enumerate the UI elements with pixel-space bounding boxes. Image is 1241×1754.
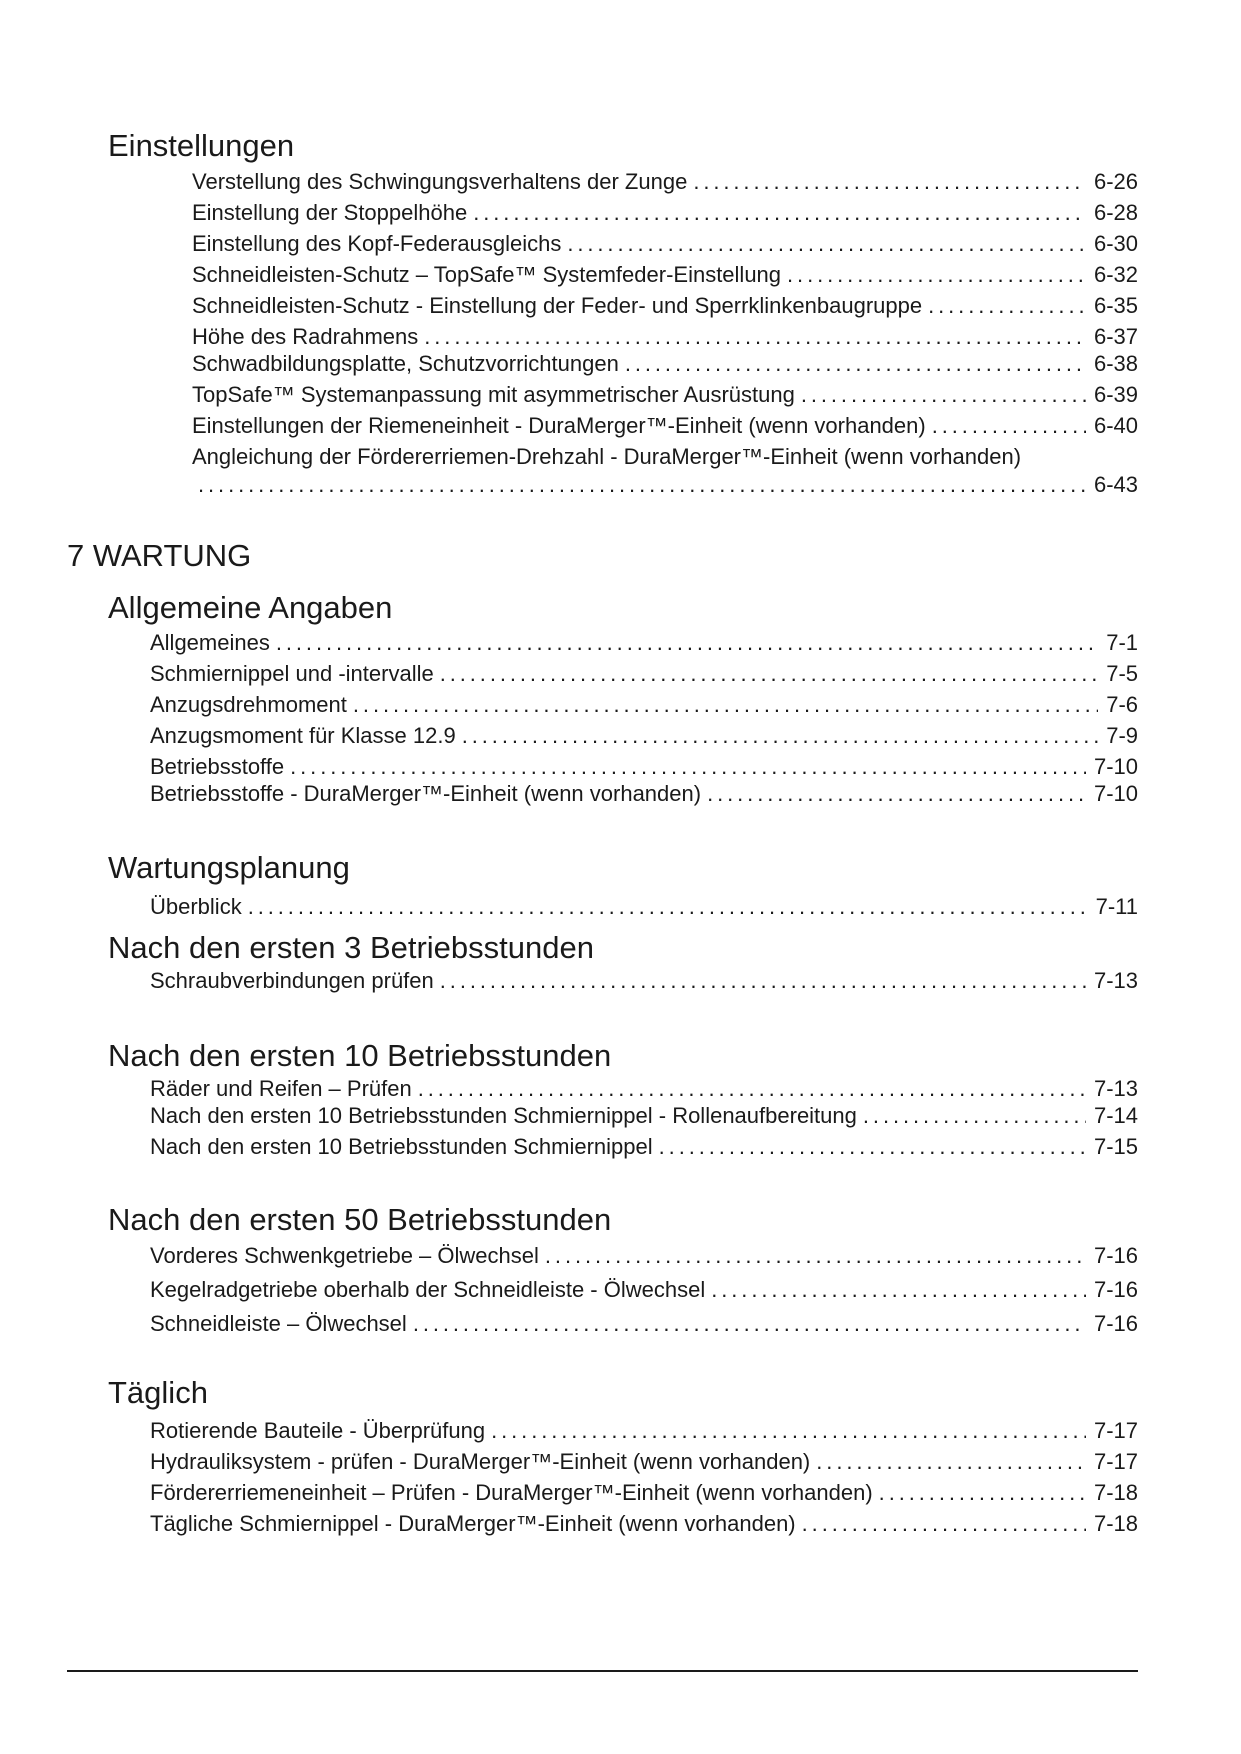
toc-entry-page: 7-16 xyxy=(1093,1311,1138,1336)
toc-entry-page: 7-17 xyxy=(1093,1418,1138,1443)
toc-entry[interactable] xyxy=(192,324,1138,350)
toc-entry[interactable] xyxy=(150,1277,1138,1303)
toc-entry-page: 7-9 xyxy=(1106,723,1138,748)
toc-entry-title: Verstellung des Schwingungsverhaltens der Zunge xyxy=(192,169,688,194)
dot-leader xyxy=(418,1076,1086,1102)
toc-entry-title: Betriebsstoffe - DuraMerger™-Einheit (wenn vorhanden) xyxy=(150,781,702,806)
dot-leader xyxy=(659,1134,1086,1160)
toc-entry-title: Anzugsdrehmoment xyxy=(150,692,347,717)
dot-leader xyxy=(863,1103,1086,1129)
toc-entry-page: 7-13 xyxy=(1093,1076,1138,1101)
chapter-title: 7 WARTUNG xyxy=(67,538,252,573)
dot-leader xyxy=(276,630,1098,656)
section-heading-nach-10-stunden: Nach den ersten 10 Betriebsstunden xyxy=(108,1038,612,1073)
dot-leader xyxy=(928,293,1086,319)
toc-entry[interactable] xyxy=(150,723,1138,749)
toc-entry-title: Überblick xyxy=(150,894,242,919)
toc-entry-page: 6-40 xyxy=(1093,413,1138,438)
dot-leader xyxy=(932,413,1086,439)
toc-entry-page: 7-16 xyxy=(1093,1277,1138,1302)
toc-entry-title: Schneidleiste – Ölwechsel xyxy=(150,1311,407,1336)
toc-entry[interactable] xyxy=(150,1134,1138,1160)
toc-entry-title: Kegelradgetriebe oberhalb der Schneidleiste - Ölwechsel xyxy=(150,1277,706,1302)
toc-entry-page: 7-18 xyxy=(1093,1511,1138,1536)
toc-entry[interactable] xyxy=(192,231,1138,257)
toc-entry-page: 7-1 xyxy=(1106,630,1138,655)
toc-entry[interactable] xyxy=(150,1480,1138,1506)
dot-leader xyxy=(625,351,1086,377)
toc-entry-page: 6-28 xyxy=(1093,200,1138,225)
toc-entry[interactable] xyxy=(192,293,1138,319)
dot-leader xyxy=(879,1480,1086,1506)
toc-entry[interactable] xyxy=(150,1103,1138,1129)
toc-entry-page: 6-38 xyxy=(1093,351,1138,376)
toc-entry-page: 7-17 xyxy=(1093,1449,1138,1474)
toc-entry[interactable] xyxy=(192,262,1138,288)
toc-entry-title: Betriebsstoffe xyxy=(150,754,285,779)
dot-leader xyxy=(198,472,1086,498)
toc-entry-title: Schwadbildungsplatte, Schutzvorrichtungen xyxy=(192,351,619,376)
section-heading-nach-3-stunden: Nach den ersten 3 Betriebsstunden xyxy=(108,930,594,965)
toc-entry-title: Fördererriemeneinheit – Prüfen - DuraMerger™-Einheit (wenn vorhanden) xyxy=(150,1480,873,1505)
toc-entry-title: Nach den ersten 10 Betriebsstunden Schmiernippel xyxy=(150,1134,653,1159)
section-heading-nach-50-stunden: Nach den ersten 50 Betriebsstunden xyxy=(108,1202,612,1237)
dot-leader xyxy=(693,169,1086,195)
toc-entry-title: Anzugsmoment für Klasse 12.9 xyxy=(150,723,456,748)
toc-entry-page: 6-30 xyxy=(1093,231,1138,256)
toc-entry-page: 7-10 xyxy=(1093,781,1138,806)
toc-entry-page: 7-5 xyxy=(1106,661,1138,686)
toc-entry-title: Räder und Reifen – Prüfen xyxy=(150,1076,412,1101)
dot-leader xyxy=(567,231,1086,257)
toc-entry-title[interactable]: Angleichung der Fördererriemen-Drehzahl - DuraMerger™-Einheit (wenn vorhanden) xyxy=(192,444,1022,469)
toc-entry-title: Hydrauliksystem - prüfen - DuraMerger™-Einheit (wenn vorhanden) xyxy=(150,1449,811,1474)
toc-entry-title: Schneidleisten-Schutz - Einstellung der Feder- und Sperrklinkenbaugruppe xyxy=(192,293,923,318)
toc-entry[interactable] xyxy=(150,1511,1138,1537)
toc-entry-title: Rotierende Bauteile - Überprüfung xyxy=(150,1418,486,1443)
section-heading-taeglich: Täglich xyxy=(108,1375,208,1410)
dot-leader xyxy=(545,1243,1086,1269)
toc-entry-page: 6-26 xyxy=(1093,169,1138,194)
toc-entry-title: Vorderes Schwenkgetriebe – Ölwechsel xyxy=(150,1243,539,1268)
dot-leader xyxy=(816,1449,1086,1475)
dot-leader xyxy=(440,968,1086,994)
toc-entry-title: Einstellungen der Riemeneinheit - DuraMerger™-Einheit (wenn vorhanden) xyxy=(192,413,926,438)
footer-rule xyxy=(67,1670,1138,1672)
dot-leader xyxy=(290,754,1086,780)
toc-entry-title: Nach den ersten 10 Betriebsstunden Schmiernippel - Rollenaufbereitung xyxy=(150,1103,857,1128)
toc-entry[interactable] xyxy=(192,200,1138,226)
toc-entry[interactable] xyxy=(150,968,1138,994)
toc-entry[interactable] xyxy=(150,894,1138,920)
toc-entry[interactable] xyxy=(192,472,1138,498)
toc-entry-page: 7-11 xyxy=(1095,894,1138,919)
toc-entry-page: 7-13 xyxy=(1093,968,1138,993)
toc-entry-page: 7-10 xyxy=(1093,754,1138,779)
toc-entry-title: Tägliche Schmiernippel - DuraMerger™-Einheit (wenn vorhanden) xyxy=(150,1511,796,1536)
toc-entry-page: 7-16 xyxy=(1093,1243,1138,1268)
toc-entry[interactable] xyxy=(150,1243,1138,1269)
toc-entry[interactable] xyxy=(150,1449,1138,1475)
toc-entry[interactable] xyxy=(150,1311,1138,1337)
toc-entry[interactable] xyxy=(150,754,1138,780)
toc-entry-page: 7-15 xyxy=(1093,1134,1138,1159)
dot-leader xyxy=(787,262,1086,288)
dot-leader xyxy=(440,661,1099,687)
toc-entry-page: 6-39 xyxy=(1093,382,1138,407)
toc-entry-title: Schneidleisten-Schutz – TopSafe™ Systemfeder-Einstellung xyxy=(192,262,782,287)
toc-entry-page: 6-35 xyxy=(1093,293,1138,318)
toc-entry[interactable] xyxy=(192,382,1138,408)
toc-entry-title: Höhe des Radrahmens xyxy=(192,324,419,349)
toc-entry[interactable] xyxy=(150,661,1138,687)
toc-entry-page: 6-43 xyxy=(1093,472,1138,497)
toc-entry[interactable] xyxy=(192,413,1138,439)
toc-entry-page: 7-14 xyxy=(1093,1103,1138,1128)
toc-entry-page: 7-6 xyxy=(1106,692,1138,717)
toc-entry-title: TopSafe™ Systemanpassung mit asymmetrischer Ausrüstung xyxy=(192,382,795,407)
toc-entry[interactable] xyxy=(150,781,1138,807)
toc-entry[interactable] xyxy=(150,1418,1138,1444)
toc-entry[interactable] xyxy=(192,169,1138,195)
toc-entry[interactable] xyxy=(150,1076,1138,1102)
section-heading-wartungsplanung: Wartungsplanung xyxy=(108,850,350,885)
dot-leader xyxy=(248,894,1088,920)
dot-leader xyxy=(707,781,1086,807)
toc-entry[interactable] xyxy=(192,351,1138,377)
toc-entry-title: Einstellung der Stoppelhöhe xyxy=(192,200,468,225)
dot-leader xyxy=(802,1511,1086,1537)
dot-leader xyxy=(801,382,1086,408)
section-heading-einstellungen: Einstellungen xyxy=(108,128,295,163)
dot-leader xyxy=(473,200,1086,226)
toc-entry-title: Schraubverbindungen prüfen xyxy=(150,968,434,993)
toc-entry[interactable] xyxy=(150,630,1138,656)
dot-leader xyxy=(413,1311,1086,1337)
toc-entry-page: 7-18 xyxy=(1093,1480,1138,1505)
dot-leader xyxy=(424,324,1086,350)
toc-entry-title: Schmiernippel und -intervalle xyxy=(150,661,434,686)
dot-leader xyxy=(353,692,1098,718)
toc-entry-page: 6-37 xyxy=(1093,324,1138,349)
dot-leader xyxy=(462,723,1098,749)
toc-entry[interactable] xyxy=(150,692,1138,718)
dot-leader xyxy=(491,1418,1086,1444)
toc-entry-title: Allgemeines xyxy=(150,630,270,655)
section-heading-allgemeine-angaben: Allgemeine Angaben xyxy=(108,590,393,625)
toc-entry-page: 6-32 xyxy=(1093,262,1138,287)
dot-leader xyxy=(711,1277,1086,1303)
toc-entry-title: Einstellung des Kopf-Federausgleichs xyxy=(192,231,562,256)
